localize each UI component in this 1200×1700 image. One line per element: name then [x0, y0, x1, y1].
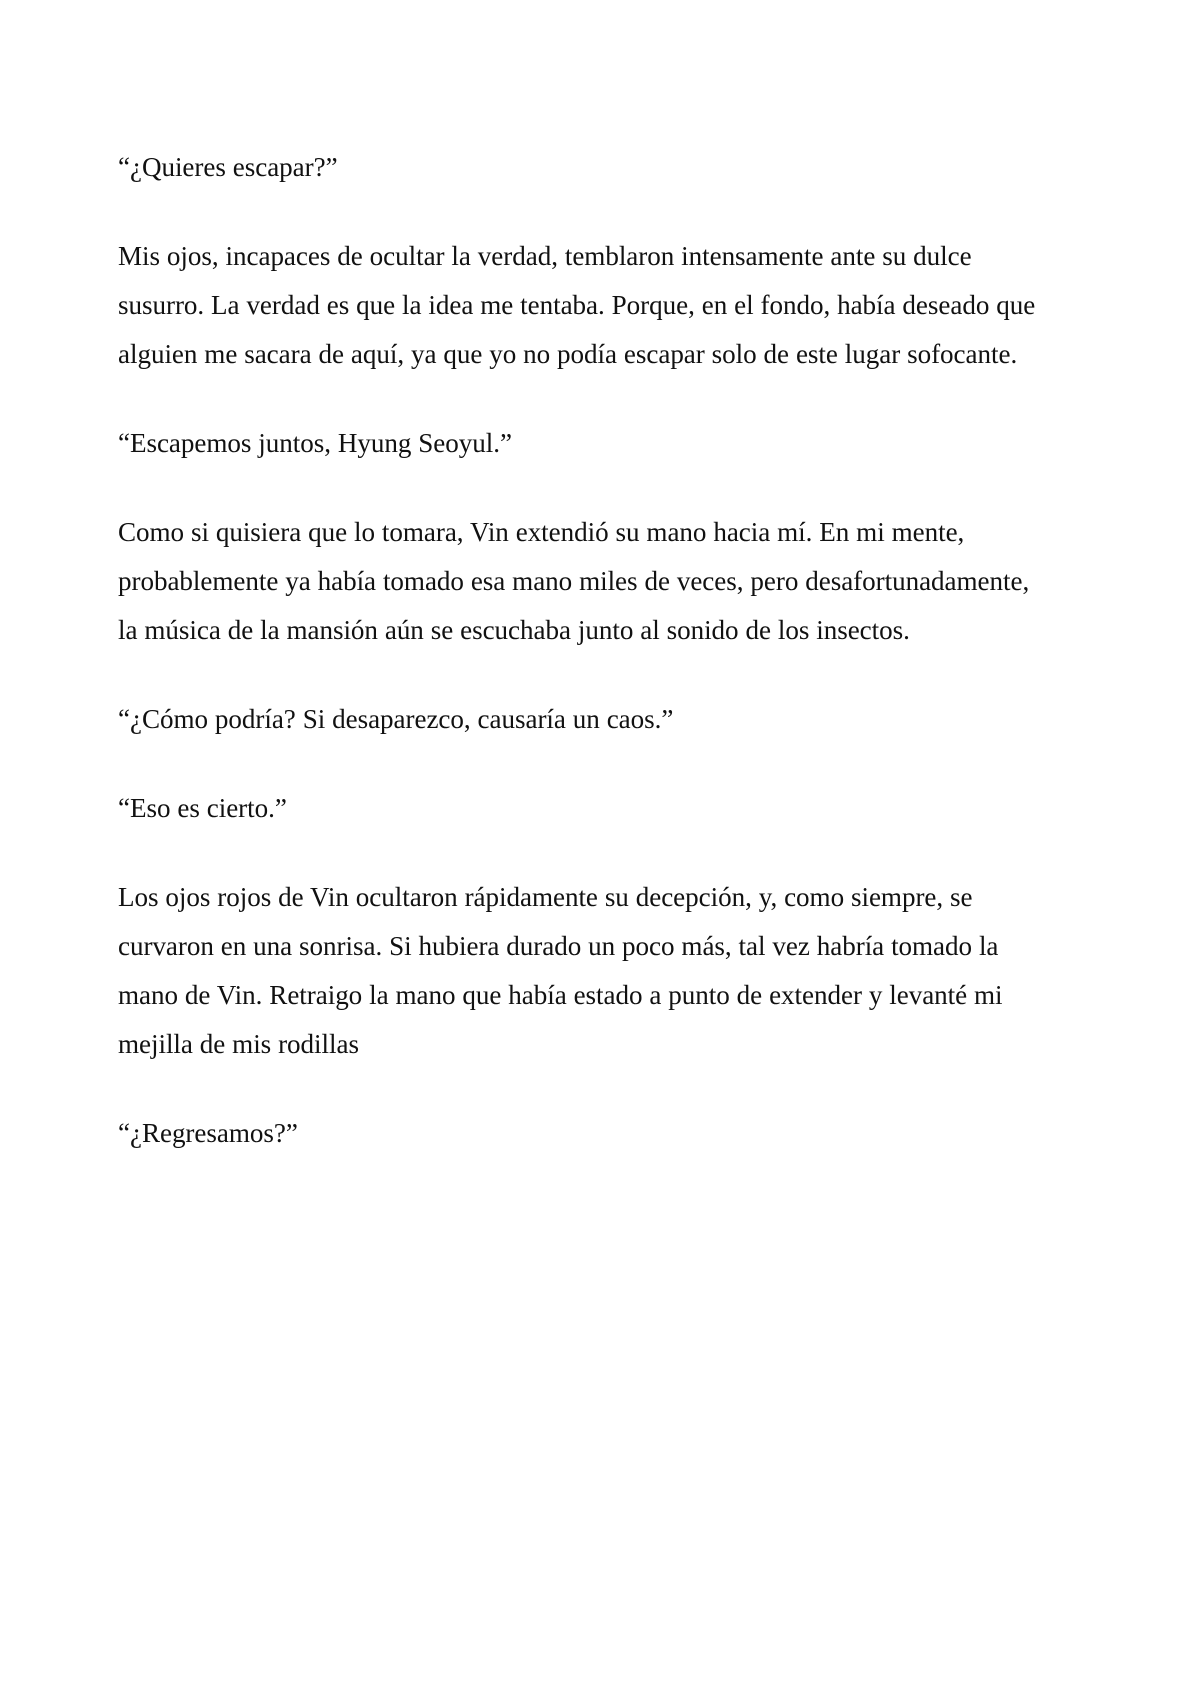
paragraph-narration-2: Como si quisiera que lo tomara, Vin extendió su mano hacia mí. En mi mente, probablemente ya había tomado esa mano miles de veces, pero desafortunadamente, la música de la mansión aún se escuchaba junto al sonido de los insectos.: [118, 516, 1037, 645]
paragraph-dialogue-5: “¿Regresamos?”: [118, 1117, 298, 1148]
paragraph-narration-3: Los ojos rojos de Vin ocultaron rápidamente su decepción, y, como siempre, se curvaron en una sonrisa. Si hubiera durado un poco más, tal vez habría tomado la mano de Vin. Retraigo la mano que había estado a punto de extender y levanté mi mejilla de mis rodillas: [118, 881, 1010, 1059]
paragraph-dialogue-4: “Eso es cierto.”: [118, 792, 287, 823]
paragraph-dialogue-3: “¿Cómo podría? Si desaparezco, causaría un caos.”: [118, 703, 674, 734]
paragraph-narration-1: Mis ojos, incapaces de ocultar la verdad, temblaron intensamente ante su dulce susurro. La verdad es que la idea me tentaba. Porque, en el fondo, había deseado que alguien me sacara de aquí, ya que yo no podía escapar solo de este lugar sofocante.: [118, 240, 1043, 369]
document-text-body: [118, 142, 1062, 1157]
paragraph-dialogue-2: “Escapemos juntos, Hyung Seoyul.”: [118, 427, 512, 458]
paragraph-dialogue-1: “¿Quieres escapar?”: [118, 151, 338, 182]
